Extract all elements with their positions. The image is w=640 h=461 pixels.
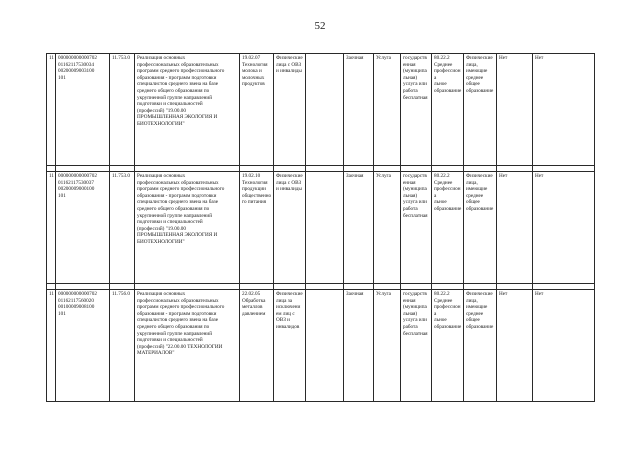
service-type: Услуга [374, 290, 401, 402]
okved-code: 80.22.2 Среднее профессиона льное образование [432, 290, 464, 402]
program-description: Реализация основных профессиональных образовательных программ среднего профессионального образования - программ подготовки специалистов среднего звена на базе среднего общего образования по укрупненной группе направлений подготовки и специальностей (профессий) "19.00.00 ПРОМЫШЛЕННАЯ ЭКОЛОГИЯ И БИОТЕХНОЛОГИИ" [135, 172, 240, 284]
flag-two: Нет [533, 172, 595, 284]
consumer-category: Физические лица с ОВЗ и инвалиды [274, 172, 306, 284]
consumers: Физические лица, имеющие среднее общее образование [464, 54, 497, 166]
flag-one: Нет [497, 54, 533, 166]
consumer-category: Физические лица за исключени ем лиц с ОВЗ и инвалидов [274, 290, 306, 402]
row-number: 11 [47, 290, 56, 402]
specialty: 22.02.05 Обработка металлов давлением [240, 290, 274, 402]
registry-code: 000000000000702 01162117560020 00100009008100 101 [56, 290, 110, 402]
table-row [47, 172, 595, 284]
service-type: Услуга [374, 54, 401, 166]
flag-two: Нет [533, 54, 595, 166]
okved-code: 80.22.2 Среднее профессиона льное образование [432, 172, 464, 284]
services-table [46, 53, 595, 402]
consumers: Физические лица, имеющие среднее общее образование [464, 290, 497, 402]
empty-cell [306, 172, 344, 284]
service-code: 11.756.0 [110, 290, 135, 402]
flag-one: Нет [497, 172, 533, 284]
specialty: 19.02.07 Технология молока и молочных продуктов [240, 54, 274, 166]
empty-cell [306, 54, 344, 166]
row-number: 11 [47, 172, 56, 284]
study-form: Заочная [344, 172, 374, 284]
program-description: Реализация основных профессиональных образовательных программ среднего профессионального образования - программ подготовки специалистов среднего звена на базе среднего общего образования по укрупненной группе направлений подготовки и специальностей (профессий) "22.00.00 ТЕХНОЛОГИИ МАТЕРИАЛОВ" [135, 290, 240, 402]
consumers: Физические лица, имеющие среднее общее образование [464, 172, 497, 284]
registry-code: 000000000000702 01162117530034 00200009003100 101 [56, 54, 110, 166]
study-form: Заочная [344, 290, 374, 402]
table-row [47, 54, 595, 166]
service-kind: государств енная (муниципа льная) услуга или работа бесплатная [401, 54, 432, 166]
study-form: Заочная [344, 54, 374, 166]
flag-two: Нет [533, 290, 595, 402]
empty-cell [306, 290, 344, 402]
service-kind: государств енная (муниципа льная) услуга или работа бесплатная [401, 290, 432, 402]
service-code: 11.753.0 [110, 172, 135, 284]
program-description: Реализация основных профессиональных образовательных программ среднего профессионального образования - программ подготовки специалистов среднего звена на базе среднего общего образования по укрупненной группе направлений подготовки и специальностей (профессий) "19.00.00 ПРОМЫШЛЕННАЯ ЭКОЛОГИЯ И БИОТЕХНОЛОГИИ" [135, 54, 240, 166]
service-kind: государств енная (муниципа льная) услуга или работа бесплатная [401, 172, 432, 284]
consumer-category: Физические лица с ОВЗ и инвалиды [274, 54, 306, 166]
row-number: 11 [47, 54, 56, 166]
page-number: 52 [314, 20, 326, 32]
flag-one: Нет [497, 290, 533, 402]
okved-code: 80.22.2 Среднее профессиона льное образование [432, 54, 464, 166]
service-type: Услуга [374, 172, 401, 284]
registry-code: 000000000000702 01162117530037 00200009000100 101 [56, 172, 110, 284]
table-row [47, 290, 595, 402]
specialty: 19.02.10 Технология продукции общественно го питания [240, 172, 274, 284]
service-code: 11.753.0 [110, 54, 135, 166]
